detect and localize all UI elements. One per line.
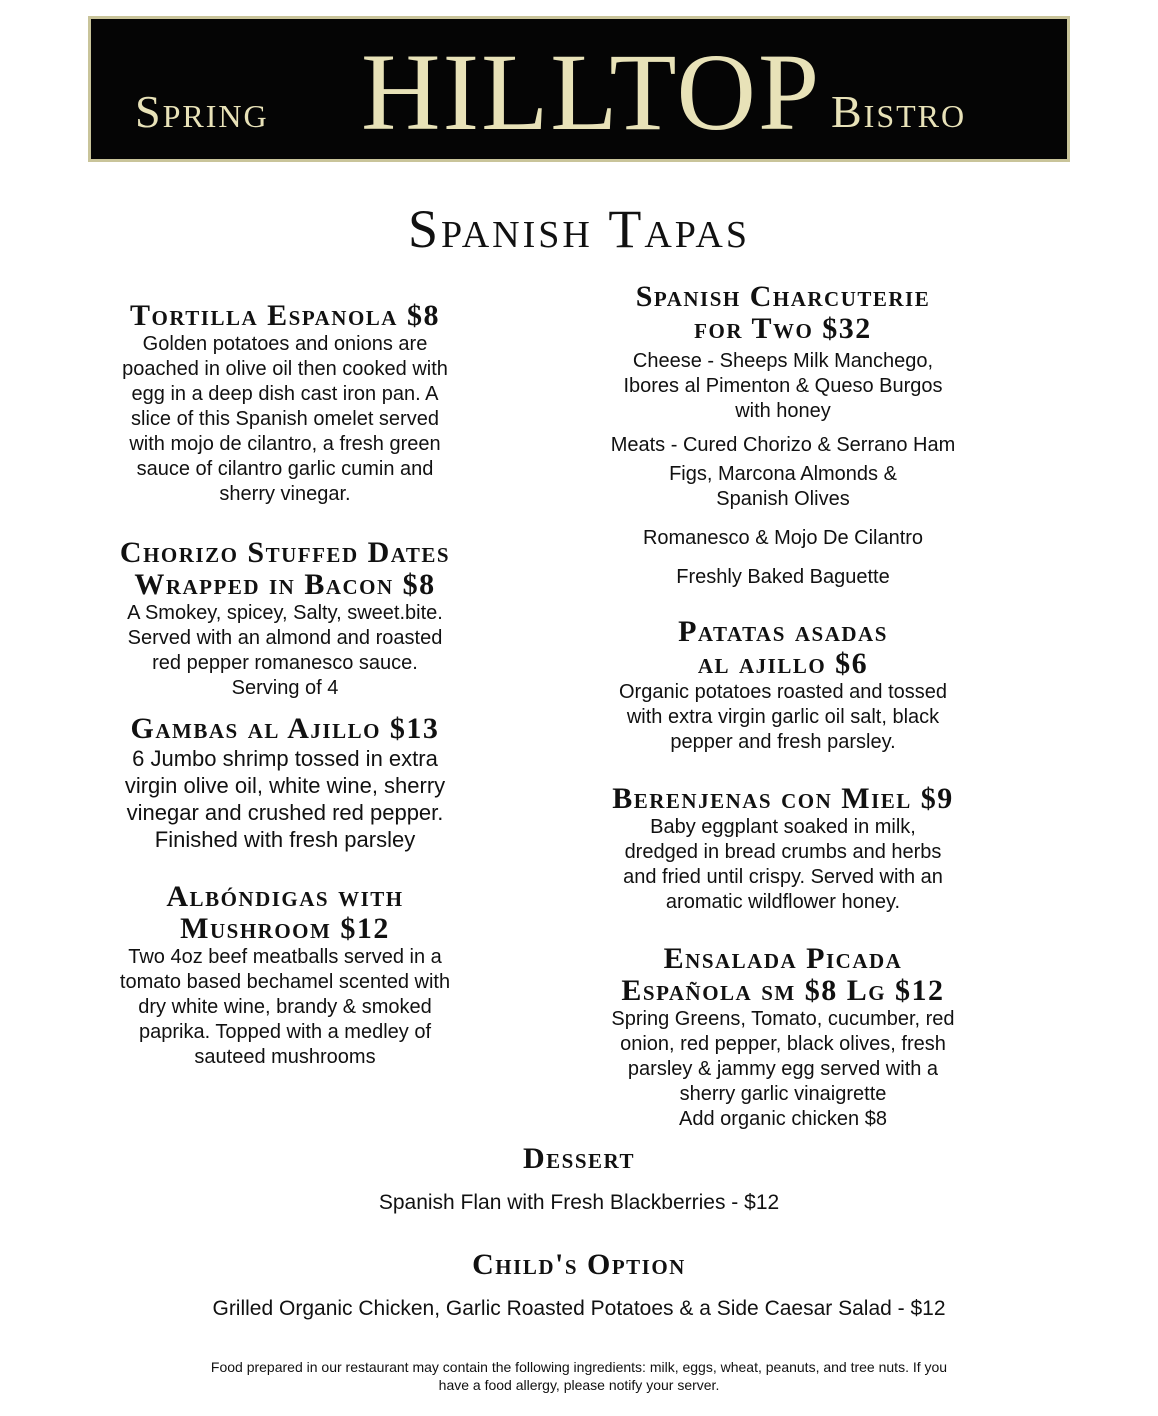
menu-item-chorizo-dates: [60, 537, 510, 701]
item-desc-line: 6 Jumbo shrimp tossed in extra: [132, 746, 438, 771]
item-desc-line: Golden potatoes and onions are: [142, 333, 428, 355]
item-name-line: Spanish Charcuterie: [635, 280, 931, 313]
item-name-line: al ajillo $6: [697, 647, 869, 680]
item-desc-line: Two 4oz beef meatballs served in a: [128, 946, 442, 968]
item-name-line: Chorizo Stuffed Dates: [119, 536, 451, 569]
item-desc-line: red pepper romanesco sauce.: [152, 652, 418, 674]
child-option-heading: Child's Option: [472, 1248, 686, 1281]
item-desc-line: Baby eggplant soaked in milk,: [650, 816, 916, 838]
item-desc-line: Spanish Olives: [716, 488, 850, 510]
item-desc-line: Organic potatoes roasted and tossed: [619, 681, 947, 703]
item-desc-line: Finished with fresh parsley: [154, 827, 416, 852]
item-desc-line: Freshly Baked Baguette: [676, 566, 890, 588]
item-name-line: Mushroom $12: [180, 912, 390, 945]
allergy-notice-line: have a food allergy, please notify your server.: [438, 1377, 720, 1393]
menu-item-berenjenas: [555, 783, 1011, 915]
allergy-notice-line: Food prepared in our restaurant may contain the following ingredients: milk, eggs, wheat, peanuts, and tree nuts. If you: [210, 1359, 948, 1375]
item-desc-line: A Smokey, spicey, Salty, sweet.bite.: [127, 602, 443, 624]
menu-item-gambas: [60, 713, 510, 853]
item-desc-line: parsley & jammy egg served with a: [627, 1058, 939, 1080]
menu-item-albondigas: [60, 881, 510, 1070]
item-desc-line: pepper and fresh parsley.: [670, 731, 896, 753]
item-desc-line: and fried until crispy. Served with an: [623, 866, 943, 888]
item-desc-line: aromatic wildflower honey.: [665, 891, 901, 913]
item-desc-line: Ibores al Pimenton & Queso Burgos: [623, 375, 943, 397]
item-desc-line: egg in a deep dish cast iron pan. A: [131, 383, 439, 405]
right-column: [555, 281, 1011, 1132]
item-desc-line: Figs, Marcona Almonds &: [669, 463, 897, 485]
item-desc-line: onion, red pepper, black olives, fresh: [620, 1033, 946, 1055]
menu-item-charcuterie: [555, 281, 1011, 590]
item-desc-line: sauteed mushrooms: [194, 1046, 376, 1068]
item-desc-line: Add organic chicken $8: [679, 1108, 887, 1130]
item-desc-line: dredged in bread crumbs and herbs: [624, 841, 942, 863]
item-name: Berenjenas con Miel $9: [612, 782, 954, 815]
menu-item-tortilla: [60, 300, 510, 507]
item-name-line: Wrapped in Bacon $8: [134, 568, 436, 601]
item-desc-line: dry white wine, brandy & smoked: [138, 996, 432, 1018]
header-right-word: Bistro: [831, 86, 967, 137]
left-column: [60, 300, 510, 1070]
item-name-line: Ensalada Picada: [663, 942, 903, 975]
item-name-line: for Two $32: [694, 312, 872, 345]
item-name-line: Española sm $8 Lg $12: [621, 974, 945, 1007]
header-banner: [88, 16, 1070, 162]
item-name-line: Patatas asadas: [678, 615, 888, 648]
item-name: Tortilla Espanola $8: [130, 299, 440, 332]
item-desc-line: with honey: [735, 400, 831, 422]
page-title: Spanish Tapas: [408, 199, 750, 259]
item-desc-line: virgin olive oil, white wine, sherry: [124, 773, 446, 798]
item-desc-line: slice of this Spanish omelet served: [131, 408, 439, 430]
menu-item-ensalada: [555, 943, 1011, 1132]
restaurant-name: HILLTOP: [361, 31, 822, 153]
child-option-item: Grilled Organic Chicken, Garlic Roasted Potatoes & a Side Caesar Salad - $12: [212, 1297, 946, 1320]
dessert-item: Spanish Flan with Fresh Blackberries - $12: [378, 1191, 780, 1214]
item-desc-line: Meats - Cured Chorizo & Serrano Ham: [610, 434, 956, 456]
dessert-heading: Dessert: [523, 1142, 635, 1175]
header-left-word: Spring: [135, 86, 269, 137]
item-desc-line: sherry garlic vinaigrette: [679, 1083, 887, 1105]
item-desc-line: paprika. Topped with a medley of: [138, 1021, 432, 1043]
item-desc-line: sauce of cilantro garlic cumin and: [136, 458, 434, 480]
item-desc-line: sherry vinegar.: [219, 483, 351, 505]
item-name: Gambas al Ajillo $13: [130, 712, 440, 745]
item-desc-line: with extra virgin garlic oil salt, black: [626, 706, 940, 728]
item-desc-line: poached in olive oil then cooked with: [122, 358, 448, 380]
item-desc-line: tomato based bechamel scented with: [119, 971, 451, 993]
menu-item-patatas: [555, 616, 1011, 755]
item-desc-line: Spring Greens, Tomato, cucumber, red: [611, 1008, 955, 1030]
item-desc-line: vinegar and crushed red pepper.: [126, 800, 444, 825]
item-desc-line: Cheese - Sheeps Milk Manchego,: [632, 350, 934, 372]
item-name-line: Albóndigas with: [166, 880, 404, 913]
allergy-notice: [100, 1358, 1058, 1394]
item-desc-line: Serving of 4: [231, 677, 339, 699]
item-desc-line: with mojo de cilantro, a fresh green: [129, 433, 441, 455]
item-desc-line: Romanesco & Mojo De Cilantro: [642, 527, 924, 549]
item-desc-line: Served with an almond and roasted: [127, 627, 443, 649]
